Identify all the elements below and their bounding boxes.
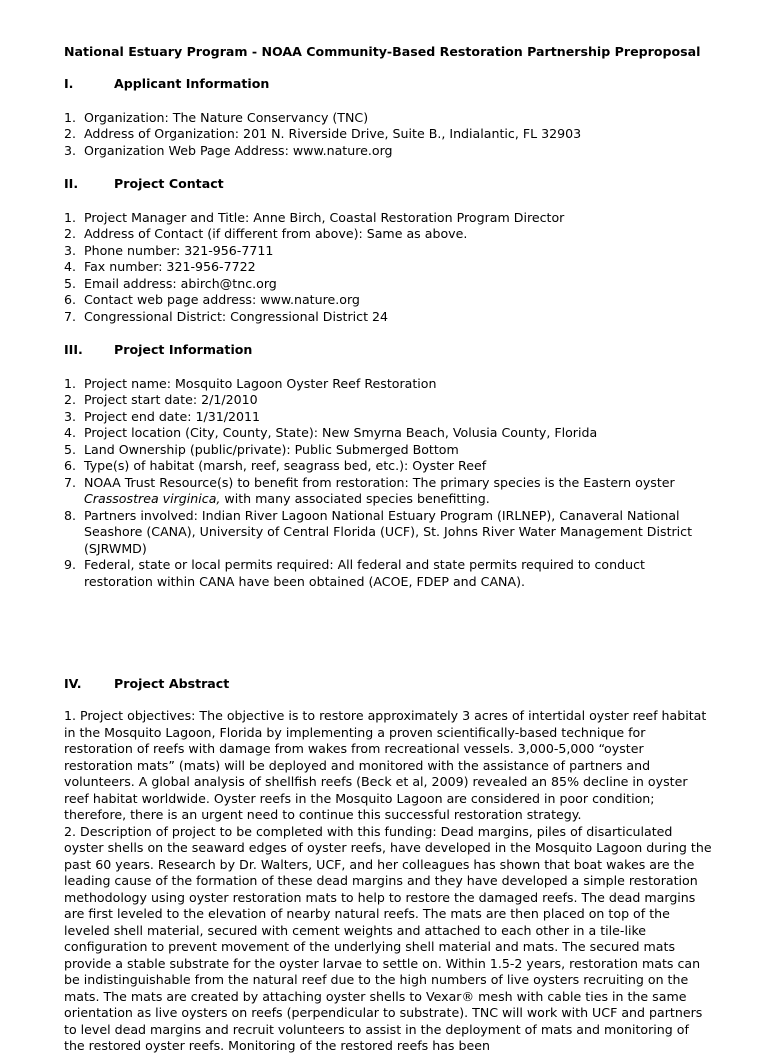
section-heading bbox=[64, 342, 704, 359]
list-item: 6. Contact web page address: www.nature.org bbox=[64, 292, 360, 307]
list-item: 2. Address of Organization: 201 N. Riverside Drive, Suite B., Indialantic, FL 32903 bbox=[64, 126, 582, 141]
section-heading bbox=[64, 76, 704, 93]
species-name: Crassostrea virginica, bbox=[84, 491, 221, 506]
section-title: Project Contact bbox=[114, 176, 224, 191]
list-item: 3. Phone number: 321-956-7711 bbox=[64, 242, 274, 258]
project-info-list bbox=[64, 376, 704, 591]
section-heading bbox=[64, 176, 704, 193]
section-number: IV. bbox=[64, 676, 82, 691]
section-number: I. bbox=[64, 76, 74, 91]
section-project-information bbox=[64, 342, 704, 590]
section-project-contact bbox=[64, 176, 704, 325]
section-project-abstract bbox=[64, 676, 704, 693]
applicant-list bbox=[64, 110, 704, 160]
section-number: III. bbox=[64, 342, 83, 357]
list-item: 6. Type(s) of habitat (marsh, reef, seagrass bed, etc.): Oyster Reef bbox=[64, 458, 487, 473]
section-number: II. bbox=[64, 176, 79, 191]
list-item: 8. Partners involved: Indian River Lagoon National Estuary Program (IRLNEP), Canaveral National Seashore (CANA), University of Central Florida (UCF), St. Johns River Water Management District (SJRWMD) bbox=[64, 507, 693, 556]
list-item: 3. Project end date: 1/31/2011 bbox=[64, 408, 261, 424]
abstract-description: 2. Description of project to be completed with this funding: Dead margins, piles of disarticulated oyster shells on the seaward edges of oyster reefs, have developed in the Mosquito Lagoon during the past 60 years. Research by Dr. Walters, UCF, and her colleagues has shown that boat wakes are the leading cause of the formation of these dead margins and they have developed a simple restoration methodology using oyster restoration mats to help to restore the damaged reefs. The dead margins are first leveled to the elevation of nearby natural reefs. The mats are then placed on top of the leveled shell material, secured with cement weights and attached to each other in a tile-like configuration to prevent movement of the underlying shell material and mats. The secured mats provide a stable substrate for the oyster larvae to settle on. Within 1.5-2 years, restoration mats can be indistinguishable from the natural reef due to the high numbers of live oysters recruiting on the mats. The mats are created by attaching oyster shells to Vexar® mesh with cable ties in the same orientation as live oysters on reefs (perpendicular to substrate). TNC will work with UCF and partners to level dead margins and recruit volunteers to assist in the deployment of mats and monitoring of the restored oyster reefs. Monitoring of the restored reefs has been bbox=[64, 823, 712, 1053]
list-item: 2. Address of Contact (if different from above): Same as above. bbox=[64, 226, 468, 241]
section-title: Project Abstract bbox=[114, 676, 230, 691]
list-item: 4. Project location (City, County, State): New Smyrna Beach, Volusia County, Florida bbox=[64, 425, 598, 440]
list-item: 1. Organization: The Nature Conservancy (TNC) bbox=[64, 109, 369, 125]
list-item: 5. Email address: abirch@tnc.org bbox=[64, 275, 277, 291]
section-title: Applicant Information bbox=[114, 76, 270, 91]
list-item: 5. Land Ownership (public/private): Public Submerged Bottom bbox=[64, 441, 459, 457]
section-title: Project Information bbox=[114, 342, 253, 357]
list-item: 1. Project name: Mosquito Lagoon Oyster Reef Restoration bbox=[64, 375, 437, 391]
list-item: 4. Fax number: 321-956-7722 bbox=[64, 259, 256, 274]
contact-list bbox=[64, 210, 704, 326]
abstract-body bbox=[64, 708, 712, 1055]
section-heading bbox=[64, 676, 704, 693]
abstract-objectives: 1. Project objectives: The objective is to restore approximately 3 acres of intertidal oyster reef habitat in the Mosquito Lagoon, Florida by implementing a proven scientifically-based technique for restoration of reefs with damage from wakes from recreational vessels. 3,000-5,000 “oyster restoration mats” (mats) will be deployed and monitored with the assistance of partners and volunteers. A global analysis of shellfish reefs (Beck et al, 2009) revealed an 85% decline in oyster reef habitat worldwide. Oyster reefs in the Mosquito Lagoon are considered in poor condition; therefore, there is an urgent need to continue this successful restoration strategy. bbox=[64, 708, 707, 822]
document-title: National Estuary Program - NOAA Community-Based Restoration Partnership Preproposal bbox=[64, 44, 701, 59]
list-item: 3. Organization Web Page Address: www.nature.org bbox=[64, 142, 393, 158]
list-item: 7. Congressional District: Congressional District 24 bbox=[64, 308, 389, 324]
list-item: 2. Project start date: 2/1/2010 bbox=[64, 392, 258, 407]
list-item: 1. Project Manager and Title: Anne Birch, Coastal Restoration Program Director bbox=[64, 209, 565, 225]
list-item: 7. NOAA Trust Resource(s) to benefit from restoration: The primary species is the Eastern oyster Crassostrea virginica, with many associated species benefitting. bbox=[64, 474, 675, 506]
section-applicant-information bbox=[64, 76, 704, 159]
list-item: 9. Federal, state or local permits required: All federal and state permits required to conduct restoration within CANA have been obtained (ACOE, FDEP and CANA). bbox=[64, 557, 645, 589]
